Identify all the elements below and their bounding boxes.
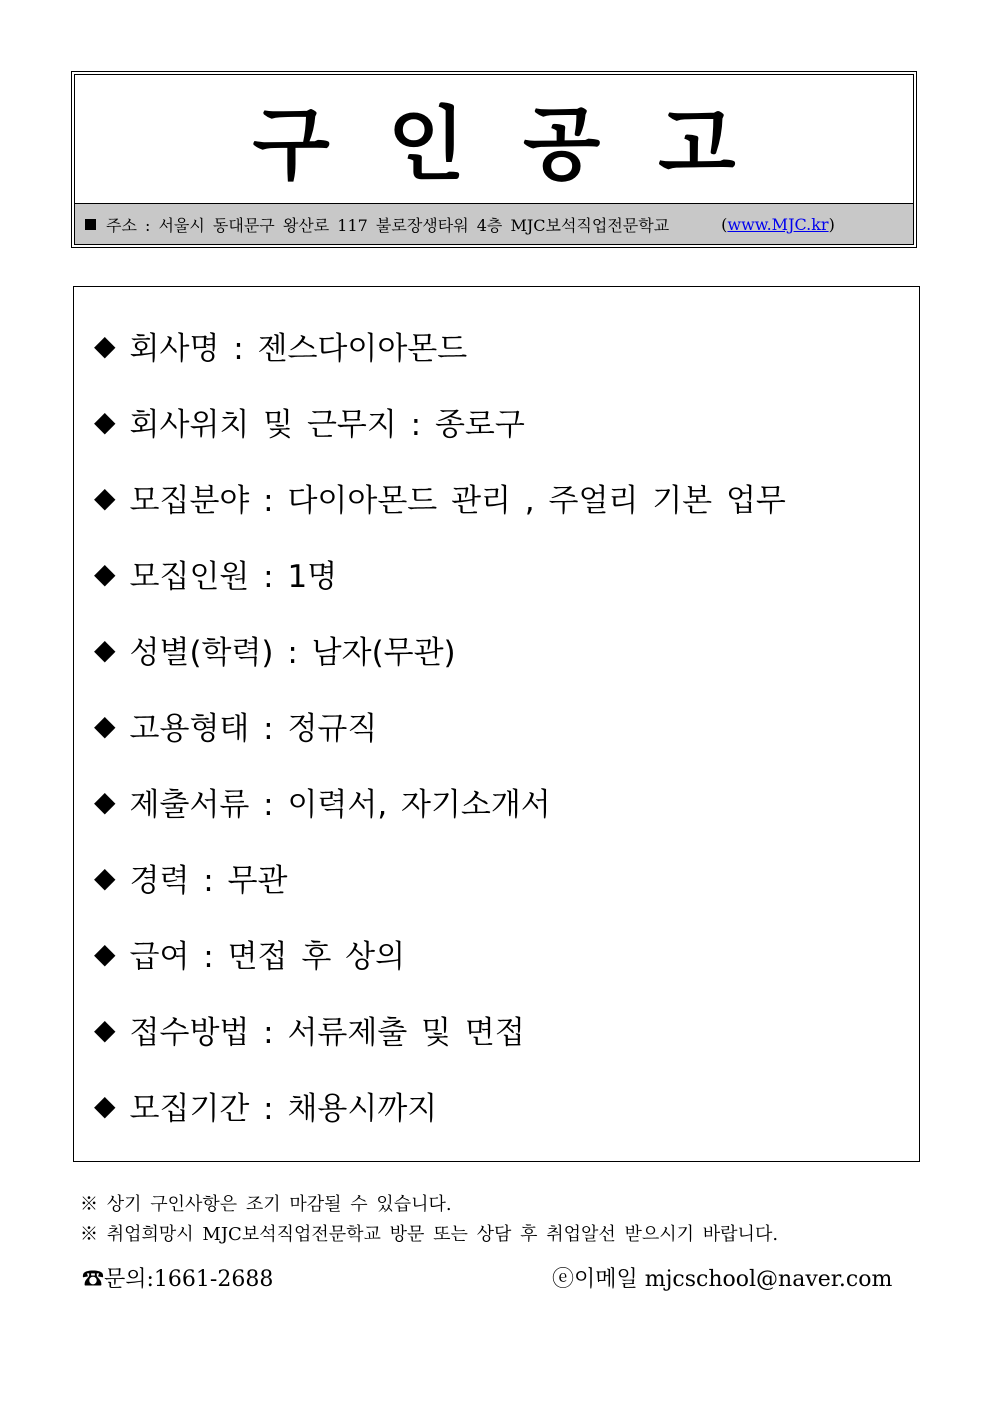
address-bar <box>75 203 913 244</box>
item-text: 모집기간 : 채용시까지 <box>129 1091 438 1127</box>
item-text: 접수방법 : 서류제출 및 면접 <box>129 1015 525 1051</box>
item-employment-type <box>94 703 377 748</box>
item-company-name <box>94 323 467 368</box>
diamond-bullet-icon: ◆ <box>94 405 116 438</box>
website <box>721 215 835 234</box>
square-bullet-icon <box>85 219 96 230</box>
notes <box>80 1190 778 1250</box>
item-location <box>94 399 525 444</box>
note-line: ※ 취업희망시 MJC보석직업전문학교 방문 또는 상담 후 취업알선 받으시기 바랍니다. <box>80 1224 779 1245</box>
item-text: 경력 : 무관 <box>129 863 288 899</box>
job-details-box <box>73 286 920 1162</box>
item-headcount <box>94 551 337 596</box>
website-close-paren: ) <box>828 214 835 234</box>
item-text: 제출서류 : 이력서, 자기소개서 <box>129 787 551 823</box>
website-open-paren: ( <box>721 214 728 234</box>
address-text: 주소 : 서울시 동대문구 왕산로 117 불로장생타워 4층 MJC보석직업전문학교 <box>106 215 670 235</box>
diamond-bullet-icon: ◆ <box>94 1013 116 1046</box>
diamond-bullet-icon: ◆ <box>94 557 116 590</box>
contact-email: ⓔ이메일 mjcschool@naver.com <box>552 1267 893 1292</box>
website-link[interactable]: www.MJC.kr <box>727 214 829 234</box>
item-text: 회사명 : 젠스다이아몬드 <box>129 331 468 367</box>
item-text: 급여 : 면접 후 상의 <box>129 939 406 975</box>
item-text: 성별(학력) : 남자(무관) <box>129 635 456 671</box>
diamond-bullet-icon: ◆ <box>94 937 116 970</box>
page-title: 구인공고 <box>252 98 794 191</box>
header-box <box>71 71 917 248</box>
diamond-bullet-icon: ◆ <box>94 1089 116 1122</box>
diamond-bullet-icon: ◆ <box>94 861 116 894</box>
diamond-bullet-icon: ◆ <box>94 785 116 818</box>
item-text: 모집분야 : 다이아몬드 관리 , 주얼리 기본 업무 <box>129 483 786 519</box>
header-inner <box>74 74 914 245</box>
item-gender-education <box>94 627 456 672</box>
diamond-bullet-icon: ◆ <box>94 633 116 666</box>
diamond-bullet-icon: ◆ <box>94 709 116 742</box>
note-line: ※ 상기 구인사항은 조기 마감될 수 있습니다. <box>80 1194 452 1215</box>
diamond-bullet-icon: ◆ <box>94 481 116 514</box>
item-recruitment-period <box>94 1083 437 1128</box>
item-text: 고용형태 : 정규직 <box>129 711 378 747</box>
item-salary <box>94 931 405 976</box>
item-text: 회사위치 및 근무지 : 종로구 <box>129 407 525 443</box>
diamond-bullet-icon: ◆ <box>94 329 116 362</box>
item-text: 모집인원 : 1명 <box>129 559 338 595</box>
item-field <box>94 475 786 520</box>
item-experience <box>94 855 287 900</box>
contact-phone: ☎문의:1661-2688 <box>82 1267 274 1292</box>
item-documents <box>94 779 551 824</box>
item-application-method <box>94 1007 525 1052</box>
